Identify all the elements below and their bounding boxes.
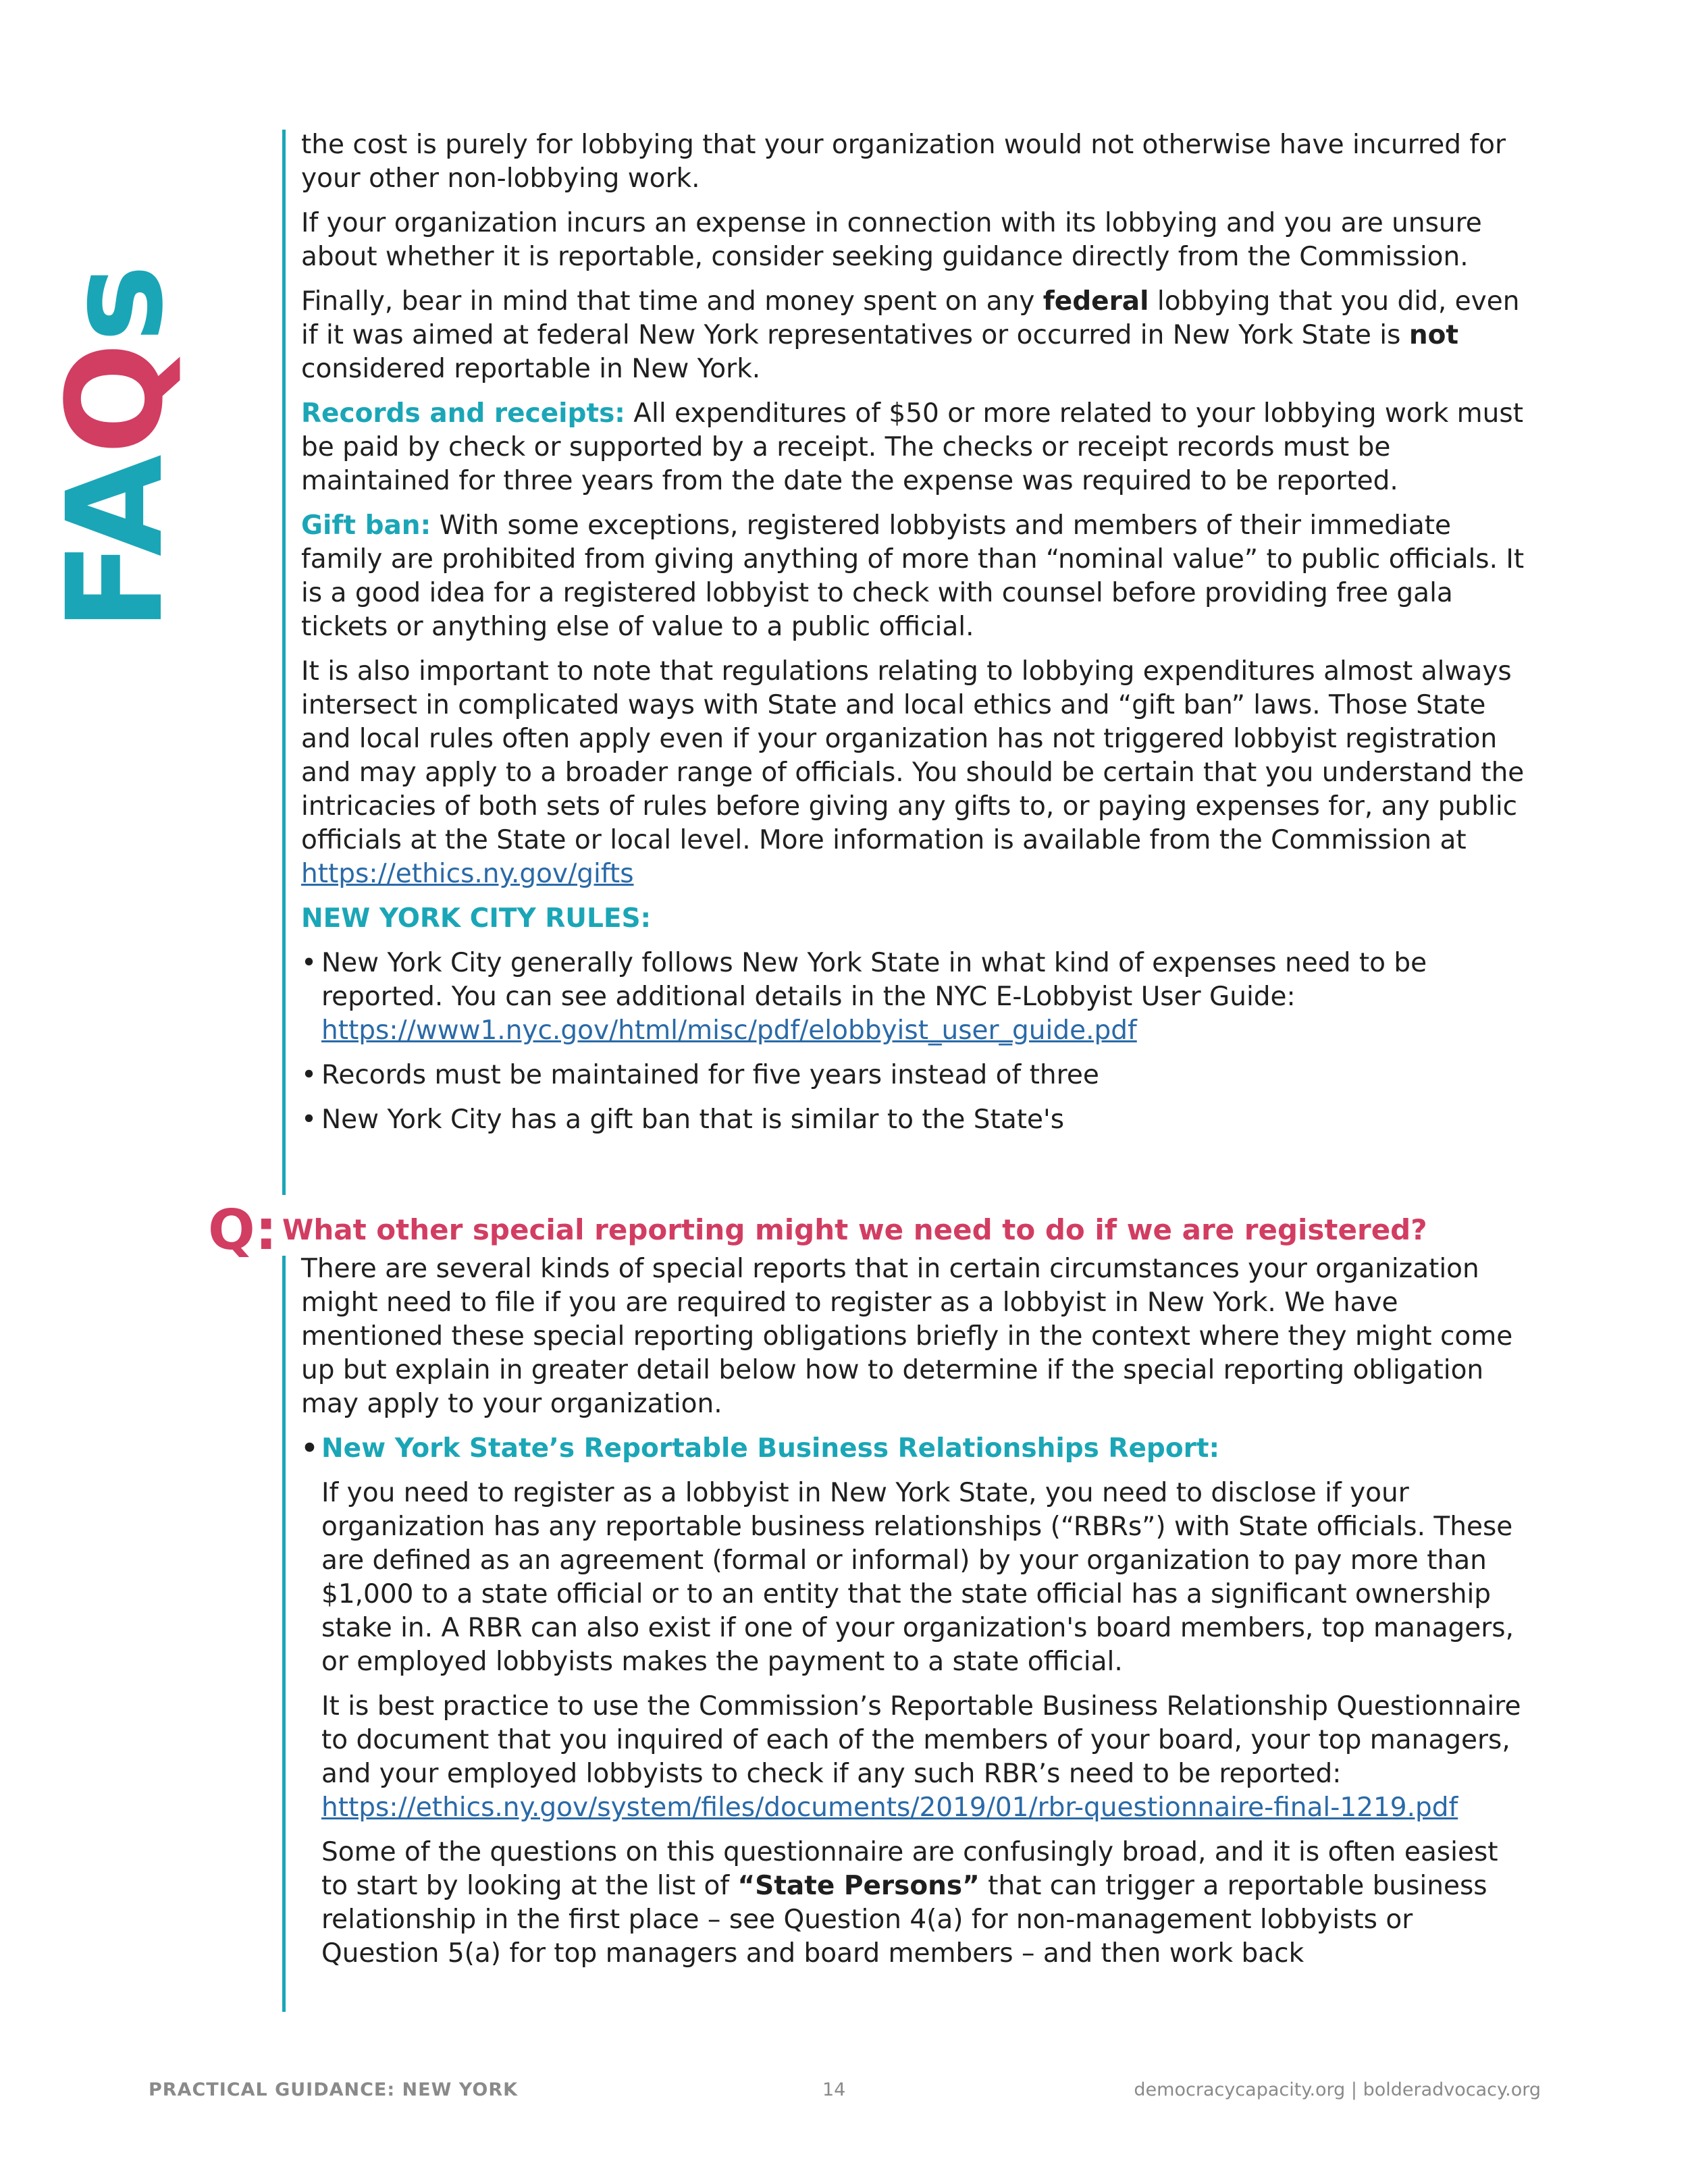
regulations-text: It is also important to note that regulations relating to lobbying expenditures almost always intersect in complicated ways with State and local ethics and “gift ban” laws. Those State and local rules often apply even if your organization has not triggered lobbyist registration and may apply to a broader range of officials. You should be certain that you understand the intricacies of both sets of rules before giving any gifts to, or paying expenses for, any public officials at the State or local level. More information is available from the Commission at — [301, 656, 1525, 855]
section-special-reporting — [301, 1252, 1530, 1981]
footer-websites: democracycapacity.org | bolderadvocacy.org — [1134, 2079, 1541, 2100]
section-expenses — [301, 128, 1530, 1148]
page-number: 14 — [822, 2079, 846, 2100]
list-item: • Records must be maintained for five years instead of three — [301, 1059, 1530, 1092]
paragraph-records — [301, 397, 1530, 498]
paragraph-cost: the cost is purely for lobbying that your organization would not otherwise have incurred for your other non-lobbying work. — [301, 130, 1506, 194]
paragraph-intro: There are several kinds of special reports that in certain circumstances your organization might need to file if you are required to register as a lobbyist in New York. We have mentioned these special reporting obligations briefly in the context where they might come up but explain in greater detail below how to determine if the special reporting obligation may apply to your organization. — [301, 1254, 1513, 1419]
svg-text:FAQs — [38, 264, 192, 631]
list-item: • New York City has a gift ban that is similar to the State's — [301, 1103, 1530, 1137]
link-rbr-questionnaire[interactable]: https://ethics.ny.gov/system/files/documents/2019/01/rbr-questionnaire-final-1219.pdf — [321, 1792, 1458, 1823]
paragraph-rbr-definition: If you need to register as a lobbyist in New York State, you need to disclose if your organization has any reportable business relationships (“RBRs”) with State officials. These are defined as an agreement (formal or informal) by your organization to pay more than $1,000 to a state official or to an entity that the state official has a significant ownership stake in. A RBR can also exist if one of your organization's board members, top managers, or employed lobbyists makes the payment to a state official. — [321, 1478, 1514, 1677]
paragraph-state-persons — [301, 1836, 1530, 1971]
faqs-brand-graphic — [38, 159, 192, 631]
text-run: lobbying that you did, even if it was aimed at federal New York representatives or occurred in New York State is — [301, 286, 1520, 350]
paragraph-rbr-questionnaire — [301, 1690, 1530, 1825]
faqs-letter-q: Q — [38, 342, 192, 455]
paragraph-guidance: If your organization incurs an expense in connection with its lobbying and you are unsure about whether it is reportable, consider seeking guidance directly from the Commission. — [301, 208, 1482, 272]
text-run: Finally, bear in mind that time and money spent on any — [301, 286, 1043, 317]
records-label: Records and receipts: — [301, 398, 625, 429]
records-text: All expenditures of $50 or more related to your lobbying work must be paid by check or supported by a receipt. The checks or receipt records must be maintained for three years from the date the expense was required to be reported. — [301, 398, 1524, 496]
faqs-letters-fa: FA — [38, 454, 192, 631]
list-item-text: New York City generally follows New York State in what kind of expenses need to be reported. You can see additional details in the NYC E-Lobbyist User Guide: — [321, 948, 1427, 1012]
faqs-letter-s: s — [38, 264, 192, 343]
text-run: considered reportable in New York. — [301, 354, 761, 384]
faqs-sidebar-brand — [38, 159, 192, 631]
section-rule-top — [282, 130, 286, 1195]
paragraph-gift-ban — [301, 509, 1530, 644]
question-mark: Q: — [208, 1198, 278, 1262]
link-elobbyist-guide[interactable]: https://www1.nyc.gov/html/misc/pdf/elobbyist_user_guide.pdf — [321, 1015, 1137, 1046]
text-run: Some of the questions on this questionnaire are confusingly broad, and it is often easiest to start by looking at the list of — [321, 1837, 1498, 1901]
text-bold-federal: federal — [1043, 286, 1149, 317]
paragraph-regulations — [301, 655, 1530, 891]
list-item-rbr-heading: • New York State’s Reportable Business Relationships Report: — [301, 1432, 1530, 1466]
section-rule-bottom — [282, 1256, 286, 2012]
gift-ban-text: With some exceptions, registered lobbyists and members of their immediate family are prohibited from giving anything of more than “nominal value” to public officials. It is a good idea for a registered lobbyist to check with counsel before providing free gala tickets or anything else of value to a public official. — [301, 510, 1525, 642]
question-heading: What other special reporting might we need to do if we are registered? — [282, 1213, 1427, 1246]
paragraph-federal — [301, 285, 1530, 386]
link-ethics-gifts[interactable]: https://ethics.ny.gov/gifts — [301, 859, 634, 889]
rbr-questionnaire-text: It is best practice to use the Commission’s Reportable Business Relationship Questionnaire to document that you inquired of each of the members of your board, your top managers, and your employed lobbyists to check if any such RBR’s need to be reported: — [321, 1691, 1521, 1789]
text-bold-state-persons: “State Persons” — [737, 1871, 980, 1901]
heading-nyc-rules: NEW YORK CITY RULES: — [301, 903, 652, 934]
gift-ban-label: Gift ban: — [301, 510, 431, 541]
text-run: that can trigger a reportable business relationship in the first place – see Question 4(a) for non-management lobbyists or Question 5(a) for top managers and board members – and then work back — [321, 1871, 1487, 1969]
footer-title: PRACTICAL GUIDANCE: NEW YORK — [149, 2079, 519, 2100]
text-bold-not: not — [1408, 320, 1459, 350]
list-item — [301, 947, 1530, 1048]
